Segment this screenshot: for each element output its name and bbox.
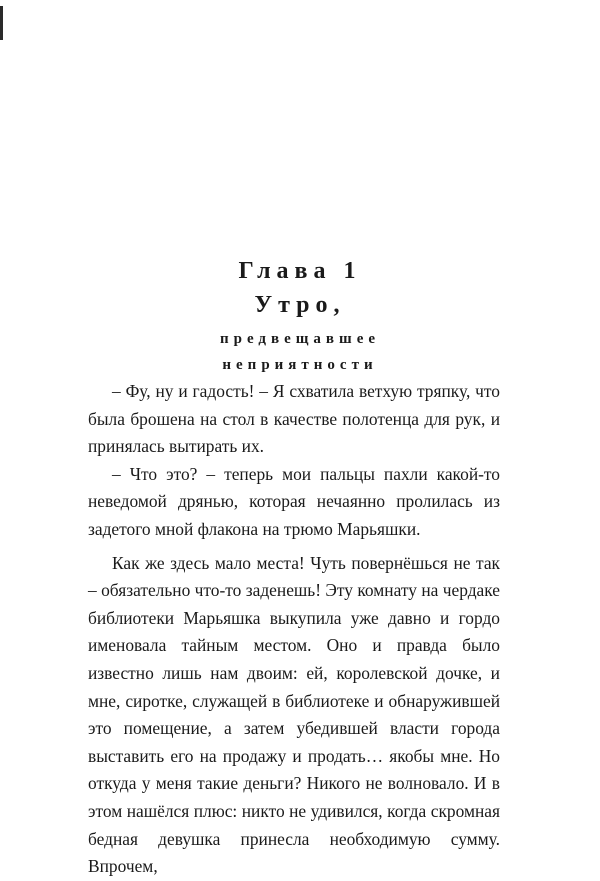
chapter-title-line-3: неприятности (222, 357, 378, 373)
chapter-number: Глава 1 (238, 258, 362, 284)
paragraph: Как же здесь мало места! Чуть повернёшься не так – обязательно что-то заденешь! Эту комнату на чердаке библиотеки Марьяшка выкупила уже давно и гордо именовала тайным местом. Оно и правда было известно лишь нам двоим: ей, королевской дочке, и мне, сиротке, служащей в библиотеке и обнаружившей это помещение, а затем убедившей власти города выставить его на продажу и продать… якобы мне. Но откуда у меня такие деньги? Никого не волновало. И в этом нашёлся плюс: никто не удивился, когда скромная бедная девушка принесла необходимую сумму. Впрочем, (88, 552, 500, 877)
chapter-heading (0, 256, 600, 378)
paragraph: – Фу, ну и гадость! – Я схватила ветхую тряпку, что была брошена на стол в качестве полотенца для рук, и принялась вытирать их. (88, 381, 500, 457)
paragraph: – Что это? – теперь мои пальцы пахли какой-то неведомой дрянью, которая нечаянно пролилась из задетого мной флакона на трюмо Марьяшки. (88, 463, 500, 539)
page-edge-mark (0, 6, 3, 40)
chapter-title-line-1: Утро, (254, 292, 346, 318)
chapter-body (88, 378, 500, 881)
chapter-title-line-2: предвещавшее (219, 331, 381, 347)
